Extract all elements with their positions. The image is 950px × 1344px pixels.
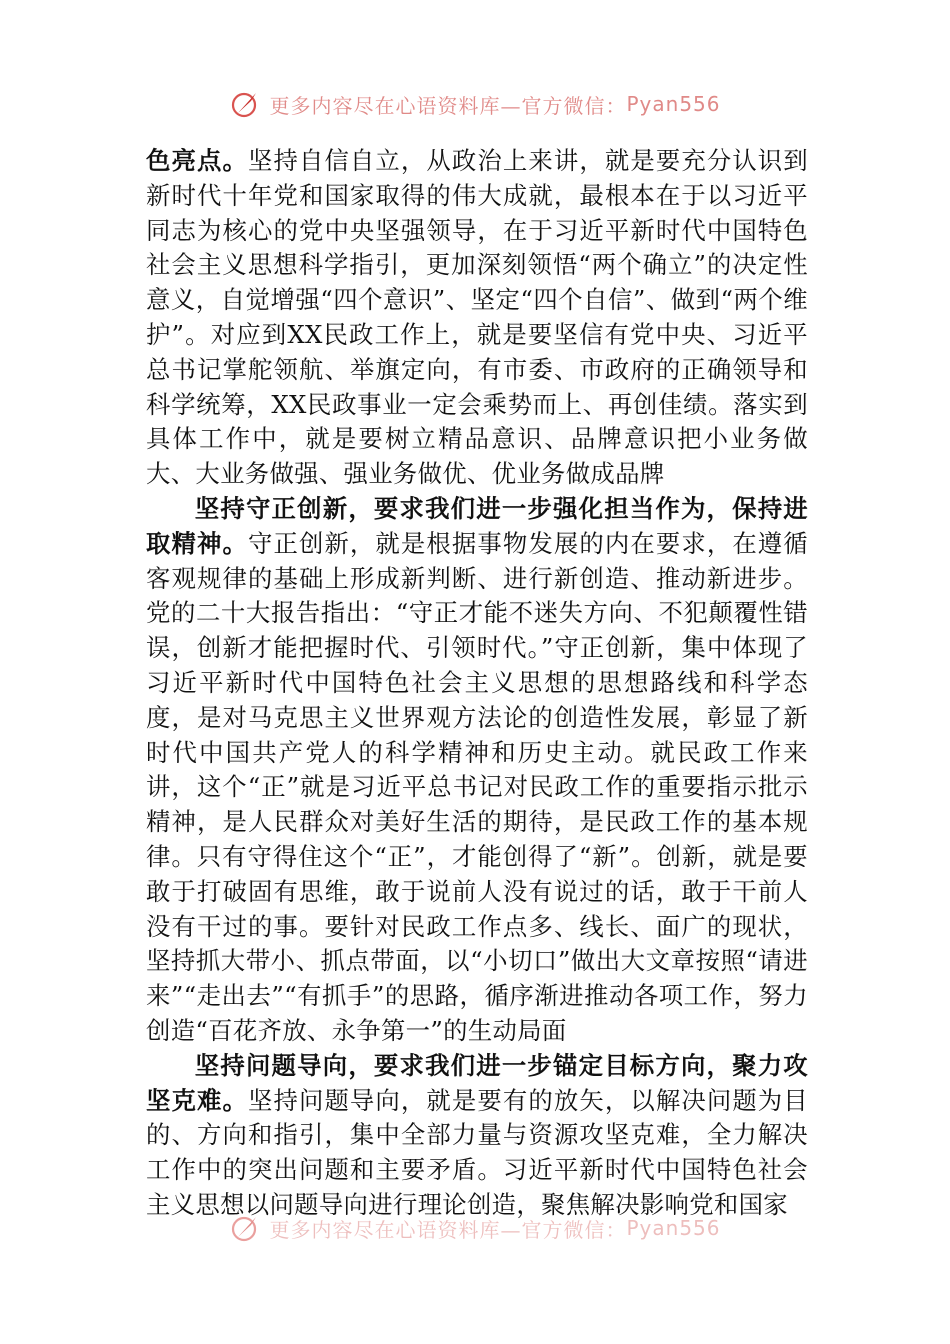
watermark-header xyxy=(0,84,950,124)
paragraph-3-text: 坚持问题导向，就是要有的放矢，以解决问题为目的、方向和指引，集中全部力量与资源攻坚克难，全力解决工作中的突出问题和主要矛盾。习近平新时代中国特色社会主义思想以问题导向进行理论创造，聚焦解决影响党和国家 xyxy=(146,1085,808,1219)
paragraph-3-lead: 坚持问题导向，要求我们进一步锚定目标方向，聚力攻坚克难。 xyxy=(146,1050,808,1115)
watermark-wechat: Pyan556 xyxy=(626,92,721,116)
document-body xyxy=(146,144,808,1223)
quill-logo-icon xyxy=(229,87,263,121)
paragraph-1-lead: 色亮点。 xyxy=(146,146,248,175)
paragraph-3 xyxy=(146,1049,808,1223)
paragraph-1 xyxy=(146,144,808,492)
paragraph-2-text: 守正创新，就是根据事物发展的内在要求，在遵循客观规律的基础上形成新判断、进行新创造、推动新进步。党的二十大报告指出：“守正才能不迷失方向、不犯颠覆性错误，创新才能把握时代、引领时代。”守正创新，集中体现了习近平新时代中国特色社会主义思想的思想路线和科学态度，是对马克思主义世界观方法论的创造性发展，彰显了新时代中国共产党人的科学精神和历史主动。就民政工作来讲，这个“正”就是习近平总书记对民政工作的重要指示批示精神，是人民群众对美好生活的期待，是民政工作的基本规律。只有守得住这个“正”，才能创得了“新”。创新，就是要敢于打破固有思维，敢于说前人没有说过的话，敢于干前人没有干过的事。要针对民政工作点多、线长、面广的现状，坚持抓大带小、抓点带面，以“小切口”做出大文章按照“请进来”“走出去”“有抓手”的思路，循序渐进推动各项工作，努力创造“百花齐放、永争第一”的生动局面 xyxy=(146,528,808,1045)
watermark-text: 更多内容尽在心语资料库—官方微信： xyxy=(269,93,627,118)
watermark-footer xyxy=(0,1208,950,1248)
paragraph-2-lead: 坚持守正创新，要求我们进一步强化担当作为，保持进取精神。 xyxy=(146,493,808,558)
quill-logo-icon xyxy=(229,1211,263,1245)
paragraph-1-text: 坚持自信自立，从政治上来讲，就是要充分认识到新时代十年党和国家取得的伟大成就，最根本在于以习近平同志为核心的党中央坚强领导，在于习近平新时代中国特色社会主义思想科学指引，更加深刻领悟“两个确立”的决定性意义，自觉增强“四个意识”、坚定“四个自信”、做到“两个维护”。对应到XX民政工作上，就是要坚信有党中央、习近平总书记掌舵领航、举旗定向，有市委、市政府的正确领导和科学统筹，XX民政事业一定会乘势而上、再创佳绩。落实到具体工作中，就是要树立精品意识、品牌意识把小业务做大、大业务做强、强业务做优、优业务做成品牌 xyxy=(146,146,808,489)
watermark-footer-wechat: Pyan556 xyxy=(626,1216,721,1240)
paragraph-2 xyxy=(146,492,808,1049)
watermark-footer-text: 更多内容尽在心语资料库—官方微信： xyxy=(269,1217,627,1242)
